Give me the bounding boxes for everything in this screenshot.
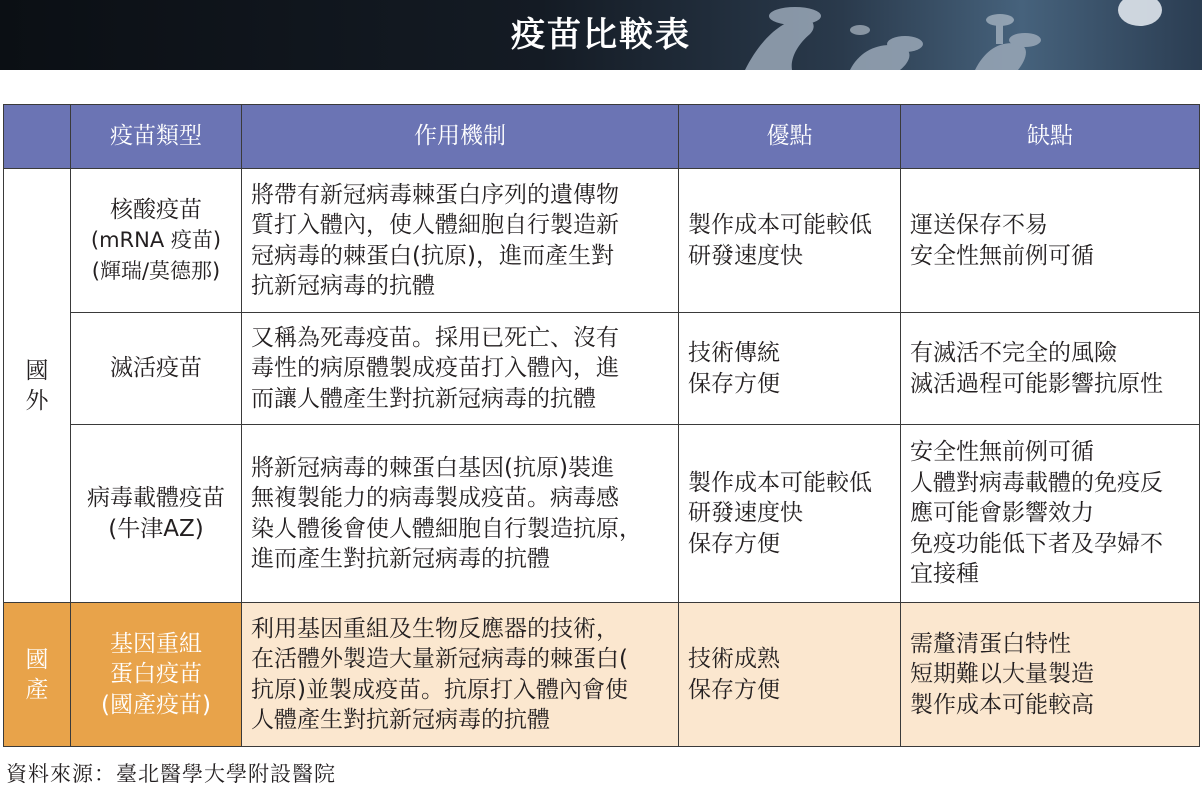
header-pros: 優點 <box>679 105 901 169</box>
mechanism: 又稱為死毒疫苗。採用已死亡、沒有 毒性的病原體製成疫苗打入體內，進 而讓人體產生對抗新冠病毒的抗體 <box>242 313 679 425</box>
pros: 製作成本可能較低 研發速度快 <box>679 169 901 313</box>
vaccine-comparison-table <box>3 104 1200 747</box>
header-type: 疫苗類型 <box>71 105 242 169</box>
vaccine-type: 滅活疫苗 <box>71 313 242 425</box>
cons: 有滅活不完全的風險 滅活過程可能影響抗原性 <box>901 313 1200 425</box>
pros: 技術成熟 保存方便 <box>679 603 901 747</box>
region-foreign: 國 外 <box>4 169 71 603</box>
pros: 技術傳統 保存方便 <box>679 313 901 425</box>
page-title: 疫苗比較表 <box>511 15 691 55</box>
header-cons: 缺點 <box>901 105 1200 169</box>
table-row-domestic <box>4 603 1200 747</box>
vaccine-type: 基因重組 蛋白疫苗 (國產疫苗) <box>71 603 242 747</box>
mechanism: 將新冠病毒的棘蛋白基因(抗原)裝進 無複製能力的病毒製成疫苗。病毒感 染人體後會使人體細胞自行製造抗原， 進而產生對抗新冠病毒的抗體 <box>242 425 679 603</box>
cons: 需釐清蛋白特性 短期難以大量製造 製作成本可能較高 <box>901 603 1200 747</box>
title-banner <box>0 0 1202 70</box>
table-row <box>4 313 1200 425</box>
pros: 製作成本可能較低 研發速度快 保存方便 <box>679 425 901 603</box>
source-note: 資料來源：臺北醫學大學附設醫院 <box>6 762 336 786</box>
table-row <box>4 169 1200 313</box>
vaccine-type: 核酸疫苗 (mRNA 疫苗) (輝瑞/莫德那) <box>71 169 242 313</box>
mechanism: 利用基因重組及生物反應器的技術， 在活體外製造大量新冠病毒的棘蛋白( 抗原)並製成疫苗。抗原打入體內會使 人體產生對抗新冠病毒的抗體 <box>242 603 679 747</box>
vaccine-type: 病毒載體疫苗 (牛津AZ) <box>71 425 242 603</box>
header-corner <box>4 105 71 169</box>
header-mechanism: 作用機制 <box>242 105 679 169</box>
header-row <box>4 105 1200 169</box>
cons: 安全性無前例可循 人體對病毒載體的免疫反 應可能會影響效力 免疫功能低下者及孕婦不 宜接種 <box>901 425 1200 603</box>
region-domestic: 國 產 <box>4 603 71 747</box>
cons: 運送保存不易 安全性無前例可循 <box>901 169 1200 313</box>
mechanism: 將帶有新冠病毒棘蛋白序列的遺傳物 質打入體內，使人體細胞自行製造新 冠病毒的棘蛋白(抗原)，進而產生對 抗新冠病毒的抗體 <box>242 169 679 313</box>
table-row <box>4 425 1200 603</box>
